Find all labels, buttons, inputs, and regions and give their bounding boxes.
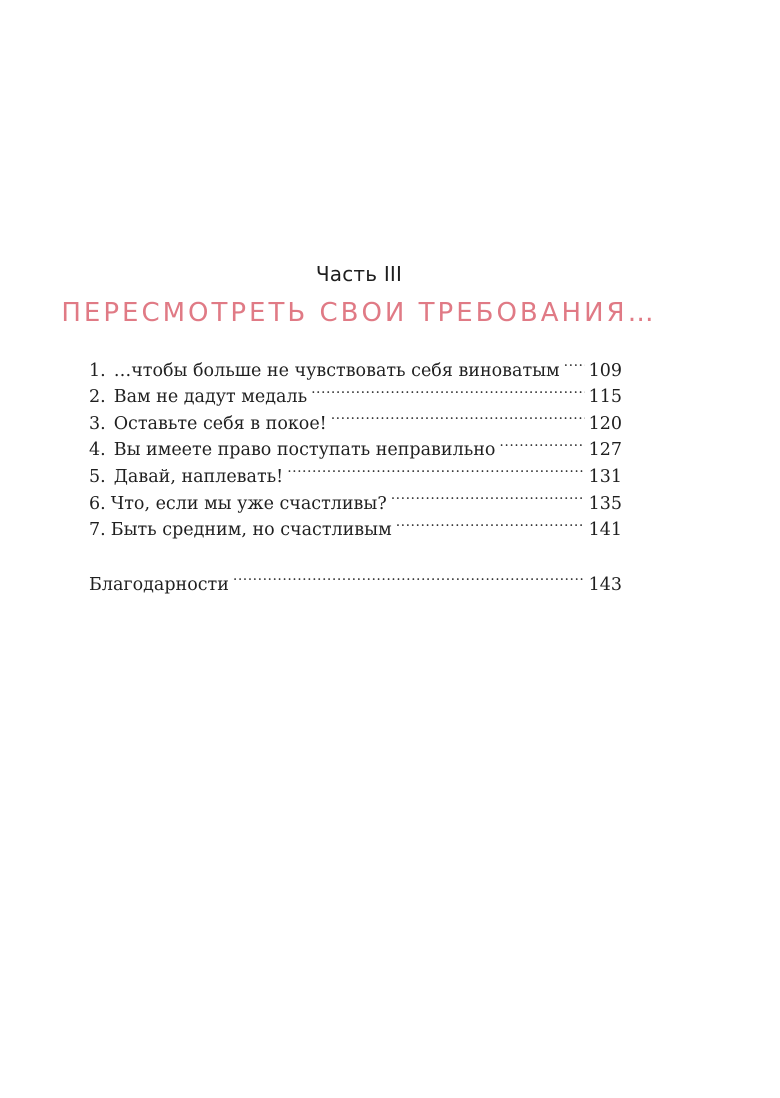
- toc-entry-page: 109: [588, 360, 622, 381]
- toc-entry-page: 127: [588, 440, 622, 461]
- toc-entry-title: Благодарности: [89, 574, 229, 595]
- toc-leader-dots: [396, 509, 585, 536]
- toc-entry-title: Давай, наплевать!: [113, 466, 284, 487]
- toc-entry-page: 131: [588, 466, 622, 487]
- toc-leader-dots: [499, 429, 584, 456]
- toc-entry-number: 4.: [89, 440, 106, 461]
- toc-entry-number: 5.: [89, 466, 106, 487]
- toc-entry-title: Вы имеете право поступать неправильно: [113, 440, 496, 461]
- toc-leader-dots: [233, 563, 585, 590]
- toc-entry-page: 135: [588, 493, 622, 514]
- toc-leader-dots: [287, 455, 584, 482]
- toc-leader-dots: [391, 482, 585, 509]
- toc-entry-1[interactable]: [89, 349, 622, 381]
- part-label: Часть III: [315, 262, 403, 286]
- toc-leader-dots: [331, 402, 585, 429]
- toc-leader-dots: [311, 376, 584, 403]
- toc-entry-acknowledgements[interactable]: [89, 563, 622, 595]
- toc-leader-dots: [564, 349, 585, 376]
- toc-entry-title: Вам не дадут медаль: [113, 387, 308, 408]
- toc-entry-number: 6.: [89, 493, 106, 514]
- toc-entry-number: 2.: [89, 387, 106, 408]
- toc-entry-number: 3.: [89, 413, 106, 434]
- toc-entry-page: 141: [588, 520, 622, 541]
- toc-entry-page: 115: [588, 387, 622, 408]
- toc-entry-title: Оставьте себя в покое!: [113, 413, 327, 434]
- toc-entry-title: Быть средним, но счастливым: [110, 520, 392, 541]
- table-of-contents: [89, 349, 622, 595]
- toc-entry-number: 1.: [89, 360, 106, 381]
- part-title: ПЕРЕСМОТРЕТЬ СВОИ ТРЕБОВАНИЯ…: [61, 298, 657, 328]
- toc-entry-title: Что, если мы уже счастливы?: [110, 493, 387, 514]
- toc-entry-title: …чтобы больше не чувствовать себя виноватым: [113, 360, 560, 381]
- toc-entry-page: 120: [588, 413, 622, 434]
- toc-entry-number: 7.: [89, 520, 106, 541]
- toc-entry-page: 143: [588, 574, 622, 595]
